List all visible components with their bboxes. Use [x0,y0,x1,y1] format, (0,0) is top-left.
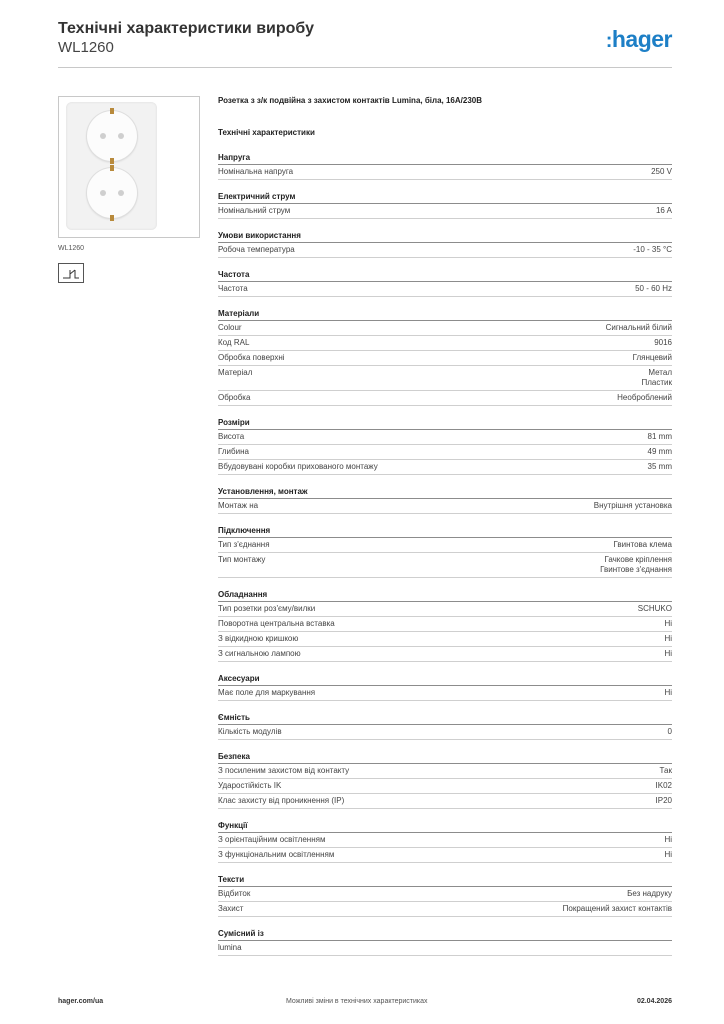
spec-label: З орієнтаційним освітленням [218,835,326,844]
spec-value-line: 81 mm [647,432,672,441]
spec-label: Обробка [218,393,251,402]
spec-label: Захист [218,904,244,913]
spec-section [218,191,672,219]
spec-value-line: 9016 [654,338,672,347]
section-title: Безпека [218,751,672,764]
spec-section [218,152,672,180]
spec-value-line: 16 A [655,206,672,215]
spec-value [664,688,672,698]
spec-value [633,353,672,363]
spec-value [664,634,672,644]
spec-value-line: 35 mm [647,462,672,471]
section-title: Обладнання [218,589,672,602]
section-title: Матеріали [218,308,672,321]
spec-row [218,391,672,406]
spec-value [668,727,672,737]
section-title: Сумісний із [218,928,672,941]
spec-sections [218,152,672,956]
spec-row [218,321,672,336]
spec-value [656,796,672,806]
spec-label: Вбудовувані коробки прихованого монтажу [218,462,378,471]
spec-value [664,835,672,845]
spec-value [664,649,672,659]
spec-section [218,230,672,258]
logo-text: hager [611,26,672,52]
spec-row [218,553,672,578]
spec-value [617,393,672,403]
spec-value-line: 250 V [651,167,672,176]
spec-value-line: Метал [648,368,672,377]
spec-value [648,432,672,442]
spec-value [654,338,672,348]
spec-section [218,820,672,863]
spec-value-line: Глянцевий [632,353,672,362]
spec-value [635,284,672,294]
spec-value [563,904,672,914]
spec-row [218,204,672,219]
spec-label: Тип монтажу [218,555,266,564]
spec-section [218,308,672,406]
spec-value-line: Ні [664,850,672,859]
spec-label: З функціональним освітленням [218,850,335,859]
spec-value-line: SCHUKO [637,604,672,613]
spec-label: Код RAL [218,338,250,347]
spec-section [218,874,672,917]
spec-value-line: IP20 [655,796,672,805]
spec-value-line: Сигнальний білий [605,323,672,332]
spec-label: Ударостійкість IK [218,781,282,790]
spec-value [648,447,672,457]
section-title: Установлення, монтаж [218,486,672,499]
spec-row [218,538,672,553]
spec-value-line: 0 [667,727,672,736]
spec-section [218,928,672,956]
spec-row [218,902,672,917]
spec-row [218,848,672,863]
spec-label: Клас захисту від проникнення (IP) [218,796,345,805]
section-title: Напруга [218,152,672,165]
spec-row [218,686,672,701]
spec-value [656,206,672,216]
spec-row [218,617,672,632]
header-divider [58,67,672,68]
section-title: Підключення [218,525,672,538]
tech-characteristics-heading: Технічні характеристики [218,128,315,137]
spec-row [218,351,672,366]
section-title: Ємність [218,712,672,725]
spec-row [218,794,672,809]
spec-label: Поворотна центральна вставка [218,619,335,628]
spec-value [627,889,672,899]
spec-label: Має поле для маркування [218,688,316,697]
spec-label: Номінальний струм [218,206,291,215]
spec-value-line: IK02 [655,781,672,790]
spec-value [642,368,673,388]
spec-row [218,833,672,848]
spec-value-line: Гачкове кріплення [604,555,672,564]
installation-symbol-icon [58,263,84,283]
spec-value-line: 50 - 60 Hz [635,284,672,293]
spec-row [218,602,672,617]
spec-value-line: Без надруку [627,889,672,898]
hager-logo: :hager [605,26,672,52]
spec-label: З сигнальною лампою [218,649,301,658]
spec-label: Монтаж на [218,501,259,510]
spec-value [600,555,672,575]
spec-value-line: Ні [664,835,672,844]
spec-row [218,243,672,258]
spec-value-line: -10 - 35 °C [633,245,672,254]
spec-row [218,336,672,351]
spec-label: Частота [218,284,248,293]
spec-label: Висота [218,432,245,441]
spec-label: Відбиток [218,889,251,898]
spec-row [218,460,672,475]
spec-value-line: Ні [664,634,672,643]
spec-row [218,632,672,647]
section-title: Тексти [218,874,672,887]
spec-value [664,619,672,629]
spec-row [218,282,672,297]
footer-date: 02.04.2026 [636,998,672,1005]
spec-section [218,751,672,809]
spec-label: З посиленим захистом від контакту [218,766,350,775]
spec-row [218,941,672,956]
spec-row [218,764,672,779]
spec-value [606,323,672,333]
spec-value [613,540,672,550]
spec-label: Colour [218,323,242,332]
socket-outlet-bottom [87,168,137,218]
spec-value-line: Ні [664,619,672,628]
section-title: Частота [218,269,672,282]
spec-label: Кількість модулів [218,727,282,736]
spec-row [218,647,672,662]
spec-value-line: Ні [664,688,672,697]
spec-label: lumina [218,943,242,952]
spec-value-line: Необроблений [617,393,672,402]
spec-value [638,604,672,614]
image-caption: WL1260 [58,245,85,252]
section-title: Умови використання [218,230,672,243]
spec-label: Тип з'єднання [218,540,270,549]
spec-content [218,96,672,967]
spec-row [218,887,672,902]
document-title: Технічні характеристики виробу [58,20,314,37]
spec-value-line: Гвинтове з'єднання [600,565,672,574]
spec-section [218,673,672,701]
spec-row [218,445,672,460]
spec-value-line: Пластик [641,378,672,387]
spec-row [218,725,672,740]
spec-value [651,167,672,177]
spec-row [218,779,672,794]
spec-value [633,245,672,255]
spec-row [218,366,672,391]
spec-value-line: Покращений захист контактів [562,904,672,913]
spec-label: З відкидною кришкою [218,634,299,643]
spec-value-line: Гвинтова клема [613,540,672,549]
socket-plate [66,102,157,230]
spec-value-line: Так [659,766,672,775]
section-title: Аксесуари [218,673,672,686]
spec-label: Номінальна напруга [218,167,294,176]
spec-value-line: 49 mm [647,447,672,456]
spec-value-line: Внутрішня установка [593,501,672,510]
spec-label: Обробка поверхні [218,353,285,362]
spec-section [218,712,672,740]
spec-section [218,525,672,578]
product-code: WL1260 [58,39,114,56]
spec-section [218,269,672,297]
spec-label: Матеріал [218,368,253,377]
spec-row [218,499,672,514]
spec-label: Тип розетки роз'єму/вилки [218,604,316,613]
spec-row [218,430,672,445]
spec-section [218,589,672,662]
spec-value-line: Ні [664,649,672,658]
spec-value [660,766,672,776]
footer-disclaimer: Можливі зміни в технічних характеристиках [286,998,428,1005]
socket-outlet-top [87,111,137,161]
footer-website[interactable]: hager.com/ua [58,998,104,1005]
spec-label: Глибина [218,447,249,456]
spec-value [656,781,672,791]
spec-value [648,462,672,472]
section-title: Функції [218,820,672,833]
product-name: Розетка з з/к подвійна з захистом контактів Lumina, біла, 16A/230В [218,96,482,105]
spec-value [594,501,672,511]
product-image [58,96,200,238]
spec-label: Робоча температура [218,245,295,254]
section-title: Розміри [218,417,672,430]
section-title: Електричний струм [218,191,672,204]
spec-value [664,850,672,860]
spec-section [218,417,672,475]
spec-row [218,165,672,180]
spec-section [218,486,672,514]
